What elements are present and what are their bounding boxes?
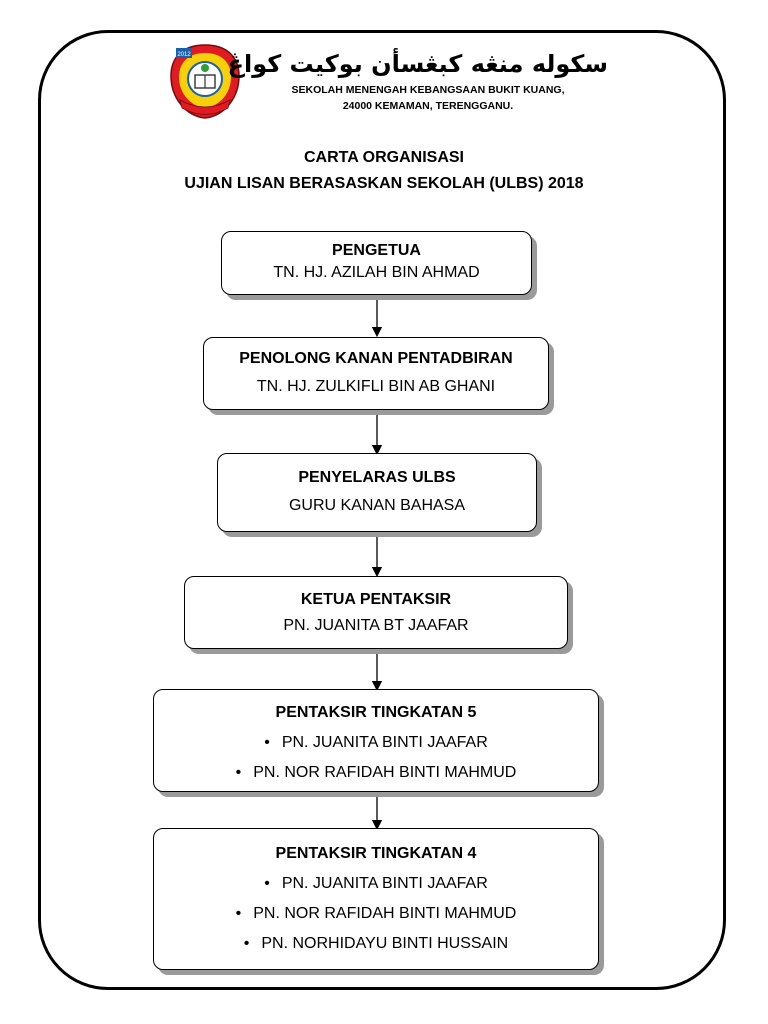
node-penyelaras (217, 453, 537, 532)
bullet-icon: • (264, 875, 270, 892)
member-name: PN. NORHIDAYU BINTI HUSSAIN (261, 935, 509, 952)
logo-year-text: 2012 (177, 52, 191, 58)
node-role: PENGETUA (332, 242, 421, 259)
node-pentaksir-t5 (153, 689, 599, 792)
member-item (154, 728, 598, 758)
node-role: PENYELARAS ULBS (298, 469, 456, 486)
node-ketua-pentaksir (184, 576, 568, 649)
member-name: PN. NOR RAFIDAH BINTI MAHMUD (253, 905, 517, 922)
bullet-icon: • (235, 764, 242, 781)
node-pentaksir-t4 (153, 828, 599, 970)
node-role: PENOLONG KANAN PENTADBIRAN (239, 350, 513, 367)
bullet-icon: • (243, 935, 250, 952)
node-role: PENTAKSIR TINGKATAN 5 (275, 704, 477, 721)
member-item (154, 758, 598, 788)
member-name: PN. JUANITA BINTI JAAFAR (281, 734, 488, 751)
bullet-icon: • (264, 734, 270, 751)
node-role: KETUA PENTAKSIR (300, 591, 452, 608)
node-name: PN. JUANITA BT JAAFAR (283, 617, 469, 634)
node-name: TN. HJ. ZULKIFLI BIN AB GHANI (256, 378, 496, 395)
node-name: TN. HJ. AZILAH BIN AHMAD (273, 264, 480, 281)
member-list (154, 869, 598, 959)
node-role: PENTAKSIR TINGKATAN 4 (275, 845, 477, 862)
school-name-line: SEKOLAH MENENGAH KEBANGSAAN BUKIT KUANG, (291, 84, 565, 96)
node-name: GURU KANAN BAHASA (288, 497, 466, 514)
member-item (154, 899, 598, 929)
chart-subtitle: UJIAN LISAN BERASASKAN SEKOLAH (ULBS) 2018 (184, 175, 584, 192)
member-name: PN. NOR RAFIDAH BINTI MAHMUD (253, 764, 517, 781)
member-list (154, 728, 598, 788)
school-address-line: 24000 KEMAMAN, TERENGGANU. (342, 100, 514, 112)
member-item (154, 929, 598, 959)
member-item (154, 869, 598, 899)
member-name: PN. JUANITA BINTI JAAFAR (281, 875, 488, 892)
node-penolong-kanan (203, 337, 549, 410)
bullet-icon: • (235, 905, 242, 922)
node-pengetua (221, 231, 532, 295)
school-name-jawi: سکوله منڠه کبڠسأن بوکيت کواڠ (227, 50, 608, 78)
chart-title: CARTA ORGANISASI (304, 149, 464, 166)
